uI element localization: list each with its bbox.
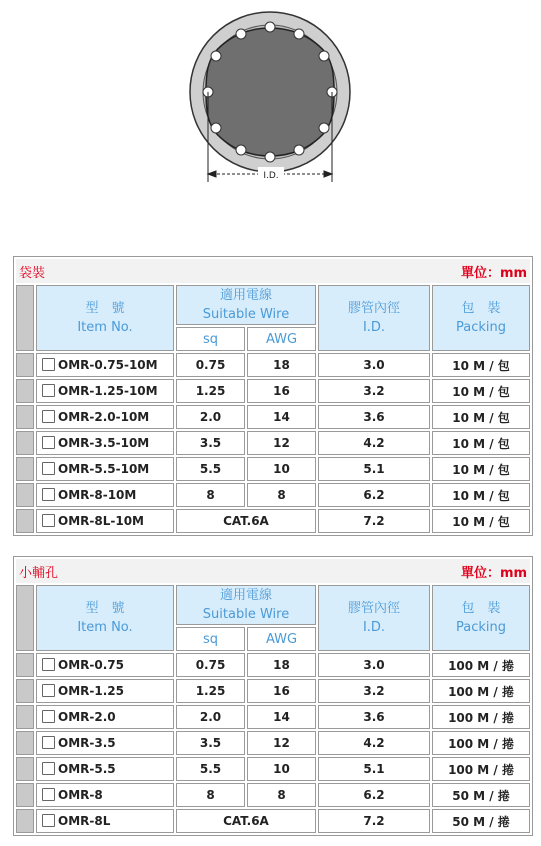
- item-cell: [36, 457, 174, 481]
- item-cell: [36, 379, 174, 403]
- awg-cell: 18: [247, 353, 316, 377]
- header-packing: 包 裝 Packing: [432, 285, 530, 351]
- select-checkbox[interactable]: [42, 814, 55, 827]
- select-checkbox[interactable]: [42, 410, 55, 423]
- row-side-cell: [16, 783, 34, 807]
- item-model: OMR-2.0-10M: [58, 410, 150, 424]
- select-checkbox[interactable]: [42, 762, 55, 775]
- item-model: OMR-0.75: [58, 658, 124, 672]
- select-checkbox[interactable]: [42, 736, 55, 749]
- id-cell: 7.2: [318, 509, 430, 533]
- header-awg: AWG: [247, 627, 316, 651]
- item-model: OMR-5.5: [58, 762, 116, 776]
- tube-bore: [206, 28, 334, 156]
- packing-cell: 10 M / 包: [432, 405, 530, 429]
- table-row: [16, 705, 530, 729]
- awg-cell: 14: [247, 405, 316, 429]
- item-cell: [36, 509, 174, 533]
- table-row: [16, 353, 530, 377]
- sq-cell: 5.5: [176, 457, 245, 481]
- packing-cell: 100 M / 捲: [432, 653, 530, 677]
- header-id: 膠管內徑 I.D.: [318, 585, 430, 651]
- packing-cell: 10 M / 包: [432, 509, 530, 533]
- table-unit: 單位：mm: [460, 265, 528, 281]
- awg-cell: 8: [247, 483, 316, 507]
- sq-cell: 8: [176, 483, 245, 507]
- packing-cell: 50 M / 捲: [432, 783, 530, 807]
- item-cell: [36, 653, 174, 677]
- header-id: 膠管內徑 I.D.: [318, 285, 430, 351]
- header-suitable-wire: 適用電線 Suitable Wire: [176, 585, 316, 625]
- table-row: [16, 457, 530, 481]
- select-checkbox[interactable]: [42, 684, 55, 697]
- id-cell: 4.2: [318, 431, 430, 455]
- packing-cell: 10 M / 包: [432, 483, 530, 507]
- item-cell: [36, 353, 174, 377]
- packing-cell: 10 M / 包: [432, 431, 530, 455]
- awg-cell: 14: [247, 705, 316, 729]
- id-cell: 3.6: [318, 405, 430, 429]
- select-checkbox[interactable]: [42, 710, 55, 723]
- packing-cell: 50 M / 捲: [432, 809, 530, 833]
- item-model: OMR-8L: [58, 814, 111, 828]
- table-row: [16, 509, 530, 533]
- header-item-no: 型 號 Item No.: [36, 285, 174, 351]
- item-model: OMR-1.25: [58, 684, 124, 698]
- sq-cell: 2.0: [176, 405, 245, 429]
- item-model: OMR-3.5: [58, 736, 116, 750]
- row-side-cell: [16, 653, 34, 677]
- table-row: [16, 483, 530, 507]
- id-cell: 6.2: [318, 783, 430, 807]
- item-model: OMR-5.5-10M: [58, 462, 150, 476]
- select-checkbox[interactable]: [42, 658, 55, 671]
- table-unit: 單位：mm: [460, 565, 528, 581]
- item-model: OMR-8L-10M: [58, 514, 144, 528]
- select-checkbox[interactable]: [42, 488, 55, 501]
- select-checkbox[interactable]: [42, 514, 55, 527]
- row-side-cell: [16, 509, 34, 533]
- awg-cell: 18: [247, 653, 316, 677]
- table-row: [16, 809, 530, 833]
- sq-cell: 8: [176, 783, 245, 807]
- row-side-cell: [16, 431, 34, 455]
- item-cell: [36, 405, 174, 429]
- id-cell: 3.0: [318, 353, 430, 377]
- awg-cell: 10: [247, 457, 316, 481]
- header-suitable-wire: 適用電線 Suitable Wire: [176, 285, 316, 325]
- sq-cell: 0.75: [176, 353, 245, 377]
- item-model: OMR-8-10M: [58, 488, 137, 502]
- sq-cell: 2.0: [176, 705, 245, 729]
- header-sq: sq: [176, 627, 245, 651]
- sq-cell: 5.5: [176, 757, 245, 781]
- row-side-cell: [16, 483, 34, 507]
- select-checkbox[interactable]: [42, 788, 55, 801]
- row-side-cell: [16, 809, 34, 833]
- wire-cell: CAT.6A: [176, 809, 316, 833]
- sq-cell: 3.5: [176, 731, 245, 755]
- id-cell: 3.2: [318, 379, 430, 403]
- packing-cell: 10 M / 包: [432, 353, 530, 377]
- select-checkbox[interactable]: [42, 462, 55, 475]
- item-model: OMR-0.75-10M: [58, 358, 158, 372]
- id-cell: 3.0: [318, 653, 430, 677]
- item-model: OMR-2.0: [58, 710, 116, 724]
- packing-cell: 100 M / 捲: [432, 731, 530, 755]
- table-row: [16, 757, 530, 781]
- table-row: [16, 653, 530, 677]
- awg-cell: 12: [247, 431, 316, 455]
- row-side-cell: [16, 679, 34, 703]
- sq-cell: 1.25: [176, 679, 245, 703]
- header-packing: 包 裝 Packing: [432, 585, 530, 651]
- id-cell: 5.1: [318, 757, 430, 781]
- awg-cell: 8: [247, 783, 316, 807]
- row-side-cell: [16, 585, 34, 651]
- awg-cell: 10: [247, 757, 316, 781]
- item-cell: [36, 705, 174, 729]
- row-side-cell: [16, 379, 34, 403]
- awg-cell: 16: [247, 379, 316, 403]
- header-sq: sq: [176, 327, 245, 351]
- id-cell: 4.2: [318, 731, 430, 755]
- table-title: 袋裝: [19, 265, 46, 281]
- header-awg: AWG: [247, 327, 316, 351]
- packing-cell: 100 M / 捲: [432, 705, 530, 729]
- item-cell: [36, 809, 174, 833]
- table-bag-packing: [13, 256, 533, 536]
- id-label: I.D.: [263, 171, 279, 181]
- id-cell: 3.6: [318, 705, 430, 729]
- packing-cell: 10 M / 包: [432, 457, 530, 481]
- row-side-cell: [16, 285, 34, 351]
- row-side-cell: [16, 731, 34, 755]
- table-row: [16, 679, 530, 703]
- row-side-cell: [16, 353, 34, 377]
- item-cell: [36, 483, 174, 507]
- item-model: OMR-3.5-10M: [58, 436, 150, 450]
- id-cell: 5.1: [318, 457, 430, 481]
- id-cell: 6.2: [318, 483, 430, 507]
- item-cell: [36, 783, 174, 807]
- row-side-cell: [16, 705, 34, 729]
- row-side-cell: [16, 457, 34, 481]
- sq-cell: 1.25: [176, 379, 245, 403]
- packing-cell: 100 M / 捲: [432, 757, 530, 781]
- table-row: [16, 731, 530, 755]
- sq-cell: 3.5: [176, 431, 245, 455]
- item-model: OMR-8: [58, 788, 103, 802]
- select-checkbox[interactable]: [42, 358, 55, 371]
- select-checkbox[interactable]: [42, 436, 55, 449]
- item-cell: [36, 679, 174, 703]
- item-model: OMR-1.25-10M: [58, 384, 158, 398]
- packing-cell: 100 M / 捲: [432, 679, 530, 703]
- table-reel-packing: [13, 556, 533, 836]
- table-row: [16, 379, 530, 403]
- item-cell: [36, 757, 174, 781]
- id-cell: 7.2: [318, 809, 430, 833]
- item-cell: [36, 431, 174, 455]
- tube-cross-section-diagram: [0, 0, 541, 200]
- header-item-no: 型 號 Item No.: [36, 585, 174, 651]
- table-row: [16, 431, 530, 455]
- wire-cell: CAT.6A: [176, 509, 316, 533]
- item-cell: [36, 731, 174, 755]
- select-checkbox[interactable]: [42, 384, 55, 397]
- awg-cell: 16: [247, 679, 316, 703]
- awg-cell: 12: [247, 731, 316, 755]
- id-cell: 3.2: [318, 679, 430, 703]
- row-side-cell: [16, 757, 34, 781]
- row-side-cell: [16, 405, 34, 429]
- packing-cell: 10 M / 包: [432, 379, 530, 403]
- table-row: [16, 405, 530, 429]
- table-row: [16, 783, 530, 807]
- sq-cell: 0.75: [176, 653, 245, 677]
- table-title: 小輔孔: [19, 565, 59, 581]
